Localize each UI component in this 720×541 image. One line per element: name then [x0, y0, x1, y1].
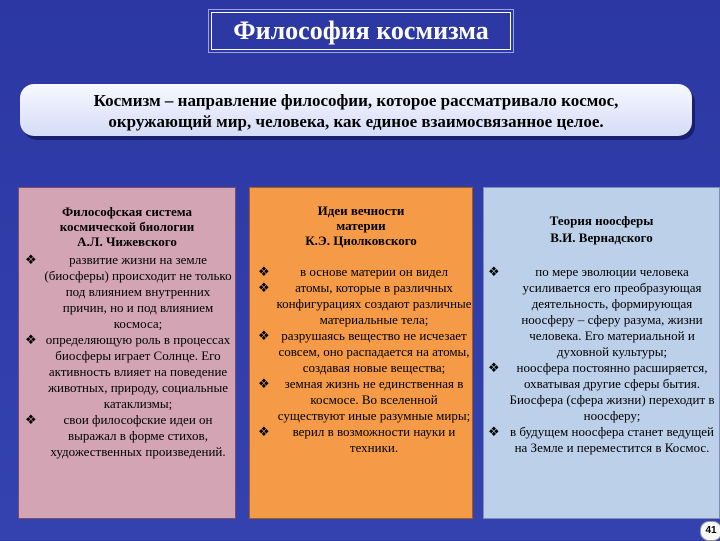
list-item: [486, 424, 718, 456]
definition-line-1: Космизм – направление философии, которое рассматривало космос,: [93, 91, 619, 110]
definition-box: [20, 84, 692, 136]
list-item: [256, 264, 472, 280]
diamond-bullet-icon: ❖: [488, 264, 500, 279]
column-heading: [484, 212, 719, 246]
diamond-bullet-icon: ❖: [258, 264, 270, 279]
page-number: 41: [700, 521, 720, 541]
list-item-text: атомы, которые в различных конфигурациях создают различные материальные тела;: [276, 280, 472, 327]
list-item-text: по мере эволюции человека усиливается его преобразующая деятельность, формирующая ноосферу – сферу разума, жизни человека. Его материальной и духовной культуры;: [521, 264, 703, 359]
diamond-bullet-icon: ❖: [25, 252, 37, 267]
column-heading: [19, 204, 235, 249]
list-item-text: верил в возможности науки и техники.: [292, 424, 456, 455]
list-item-text: в основе материи он видел: [300, 264, 448, 279]
column-list: [486, 264, 718, 456]
column-vernadsky: [483, 187, 720, 519]
heading-line: материи: [336, 218, 386, 233]
list-item-text: разрушаясь вещество не исчезает совсем, оно распадается на атомы, создавая новые вещества;: [278, 328, 470, 375]
diamond-bullet-icon: ❖: [488, 424, 500, 439]
column-chizhevsky: [18, 187, 236, 519]
heading-line: К.Э. Циолковского: [305, 233, 417, 248]
diamond-bullet-icon: ❖: [25, 412, 37, 427]
diamond-bullet-icon: ❖: [258, 280, 270, 295]
list-item: [256, 280, 472, 328]
column-tsiolkovsky: [249, 187, 473, 519]
heading-line: Идеи вечности: [317, 203, 405, 218]
list-item: [486, 264, 718, 360]
list-item: [23, 252, 233, 332]
heading-line: А.Л. Чижевского: [77, 234, 177, 249]
list-item-text: ноосфера постоянно расширяется, охватывая другие сферы бытия. Биосфера (сфера жизни) переходит в ноосферу;: [509, 360, 715, 423]
list-item: [23, 412, 233, 460]
column-list: [23, 252, 233, 460]
list-item-text: свои философские идеи он выражал в форме стихов, художественных произведений.: [50, 412, 226, 459]
list-item: [256, 328, 472, 376]
list-item-text: земная жизнь не единственная в космосе. Во вселенной существуют иные разумные миры;: [277, 376, 471, 423]
heading-line: Теория ноосферы: [549, 213, 654, 228]
heading-line: космической биологии: [59, 219, 195, 234]
list-item: [256, 424, 472, 456]
column-list: [256, 264, 472, 456]
list-item: [256, 376, 472, 424]
list-item-text: развитие жизни на земле (биосферы) происходит не только под влиянием внутренних причин, но и под влиянием космоса;: [44, 252, 232, 331]
slide-title: Философия космизма: [211, 12, 511, 50]
diamond-bullet-icon: ❖: [25, 332, 37, 347]
list-item-text: в будущем ноосфера станет ведущей на Земле и переместится в Космос.: [509, 424, 715, 455]
list-item: [486, 360, 718, 424]
definition-line-2: окружающий мир, человека, как единое взаимосвязанное целое.: [108, 112, 604, 131]
column-heading: [250, 203, 472, 248]
list-item-text: определяющую роль в процессах биосферы играет Солнце. Его активность влияет на поведение животных, природу, социальные катаклизмы;: [45, 332, 231, 411]
diamond-bullet-icon: ❖: [258, 376, 270, 391]
heading-line: Философская система: [61, 204, 192, 219]
diamond-bullet-icon: ❖: [258, 424, 270, 439]
heading-line: В.И. Вернадского: [550, 230, 653, 245]
diamond-bullet-icon: ❖: [258, 328, 270, 343]
list-item: [23, 332, 233, 412]
diamond-bullet-icon: ❖: [488, 360, 500, 375]
